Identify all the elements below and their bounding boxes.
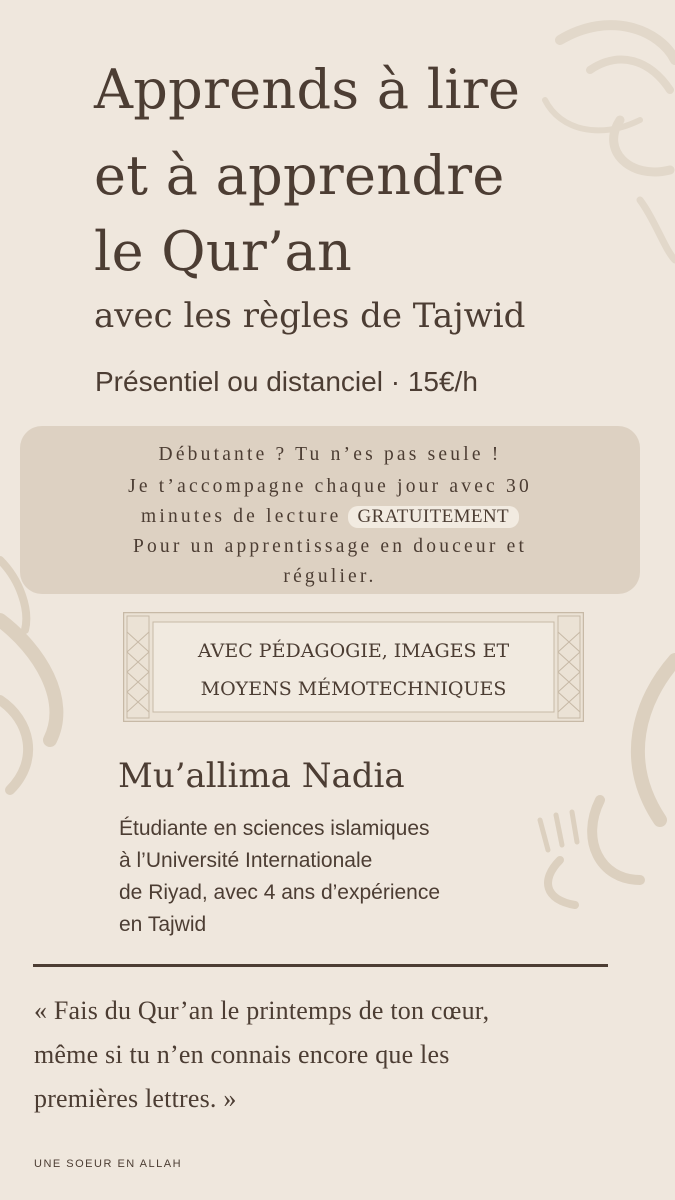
pedagogy-line-1: AVEC PÉDAGOGIE, IMAGES ET — [197, 640, 510, 662]
bio-line-3: de Riyad, avec 4 ans d’expérience — [119, 881, 441, 904]
title-line-1: Apprends à lire — [94, 58, 521, 121]
pedagogy-line-2: MOYENS MÉMOTECHNIQUES — [200, 678, 507, 700]
beginner-line-5: régulier. — [283, 566, 377, 587]
beginner-line-1: Débutante ? Tu n’es pas seule ! — [158, 444, 502, 465]
beginner-line-3 — [20, 506, 640, 528]
divider — [33, 964, 608, 967]
beginner-line-4: Pour un apprentissage en douceur et — [132, 536, 528, 557]
bio-line-2: à l’Université Internationale — [119, 849, 373, 872]
title-line-3: le Qur’an — [94, 220, 353, 283]
quote-line-3: premières lettres. » — [34, 1084, 237, 1113]
title-line-2: et à apprendre — [94, 144, 505, 207]
bio-line-4: en Tajwid — [119, 913, 207, 936]
pedagogy-text — [163, 632, 544, 708]
beginner-line-3-text: minutes de lecture — [140, 506, 342, 527]
beginner-line-2: Je t’accompagne chaque jour avec 30 — [128, 476, 532, 497]
subtitle: avec les règles de Tajwid — [94, 296, 526, 336]
bio-line-1: Étudiante en sciences islamiques — [119, 817, 430, 840]
quote-line-2: même si tu n’en connais encore que les — [34, 1040, 450, 1069]
quote-line-1: « Fais du Qur’an le printemps de ton cœur, — [34, 996, 490, 1025]
beginner-box — [20, 426, 640, 594]
free-badge: GRATUITEMENT — [348, 506, 520, 528]
teacher-name: Mu’allima Nadia — [118, 756, 405, 796]
mode-price: Présentiel ou distanciel · 15€/h — [95, 366, 478, 397]
signature: UNE SOEUR EN ALLAH — [34, 1158, 183, 1170]
